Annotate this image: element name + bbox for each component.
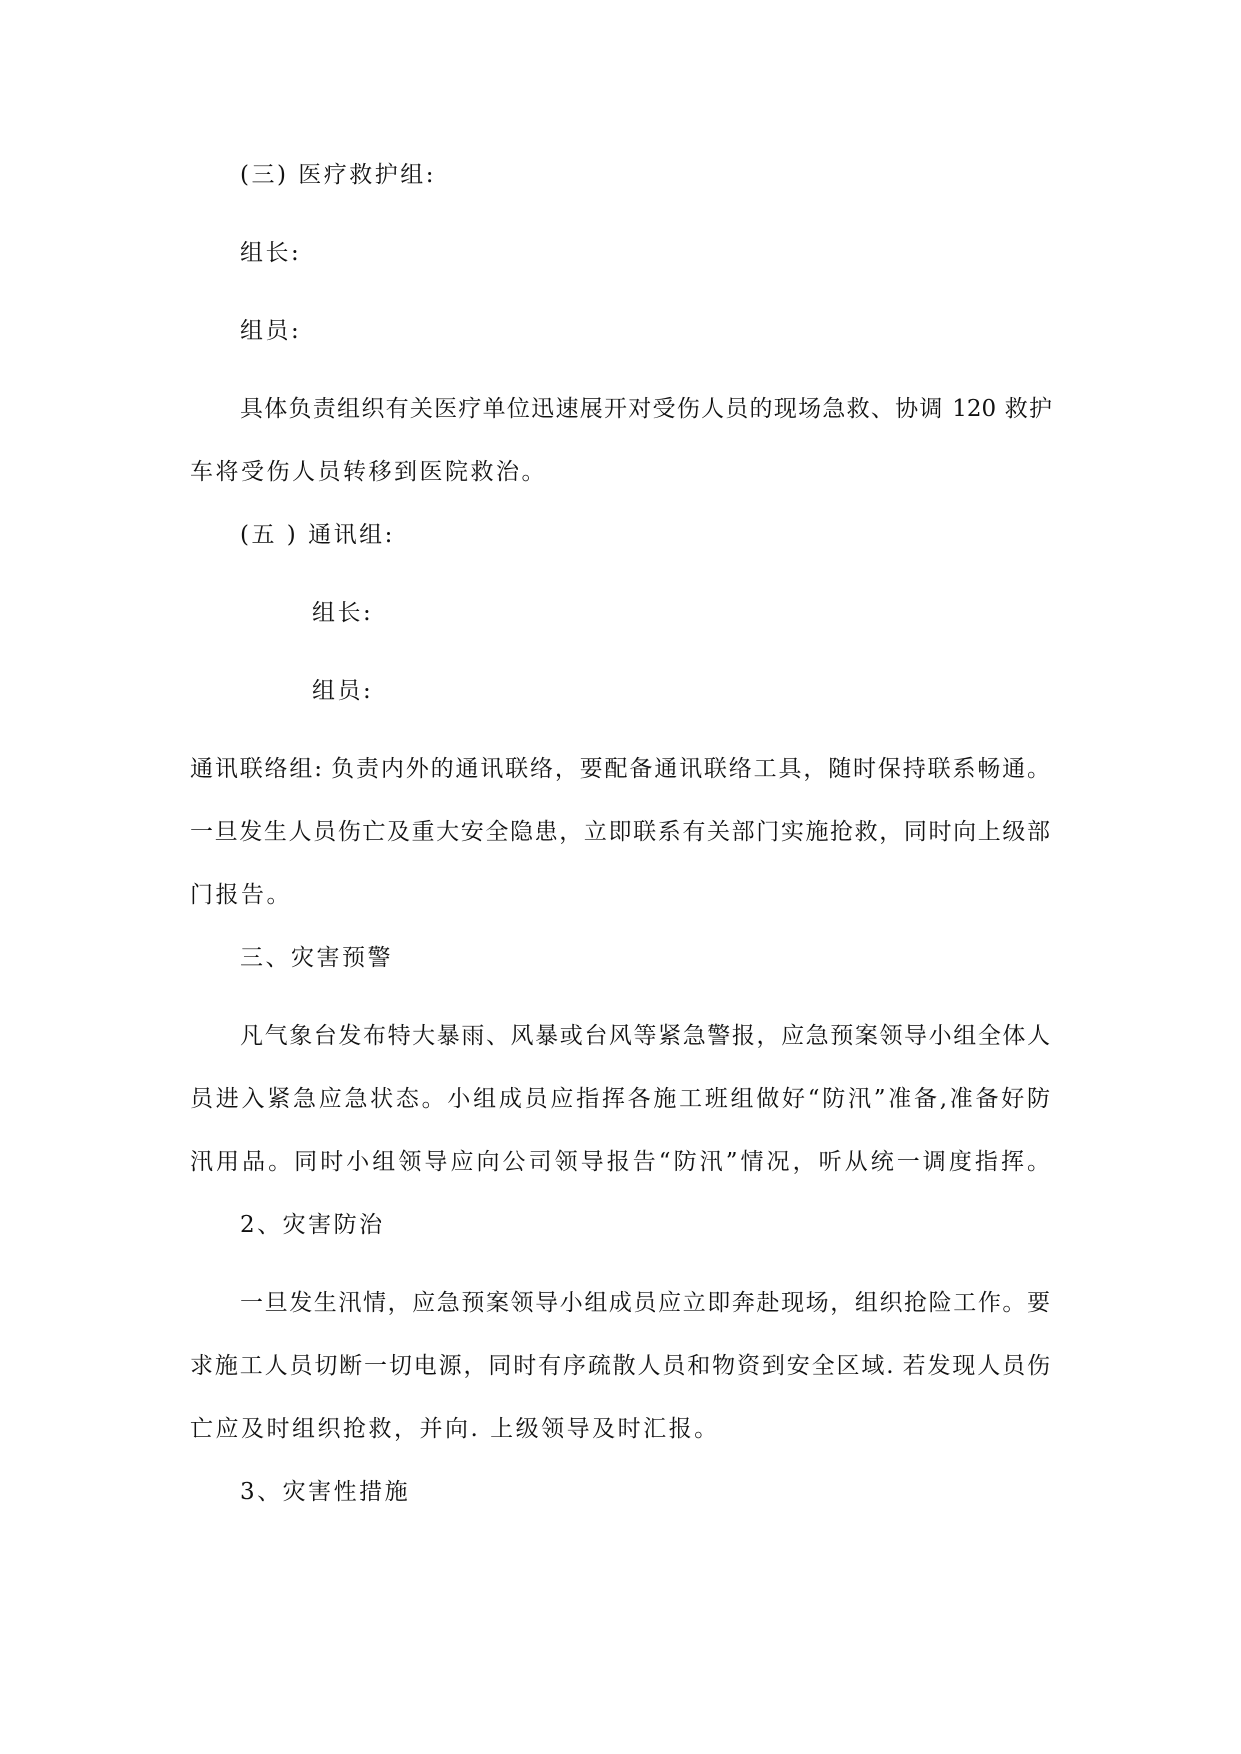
medical-group-heading: (三) 医疗救护组: (240, 162, 437, 188)
disaster-warning-line-3: 汛用品。同时小组领导应向公司领导报告“防汛”情况，听从统一调度指挥。 (190, 1149, 1050, 1175)
comms-leader-label: 组长: (312, 600, 374, 626)
medical-leader-label: 组长: (240, 240, 302, 266)
medical-duty-line-1: 具体负责组织有关医疗单位迅速展开对受伤人员的现场急救、协调 120 救护 (240, 396, 1052, 422)
medical-member-label: 组员: (240, 318, 302, 344)
disaster-warning-heading: 三、灾害预警 (240, 945, 393, 971)
medical-duty-line-2: 车将受伤人员转移到医院救治。 (190, 459, 547, 485)
disaster-warning-line-1: 凡气象台发布特大暴雨、风暴或台风等紧急警报，应急预案领导小组全体人 (240, 1023, 1050, 1049)
disaster-prevention-line-2: 求施工人员切断一切电源，同时有序疏散人员和物资到安全区域. 若发现人员伤 (190, 1353, 1050, 1379)
comms-group-heading: (五 ) 通讯组: (240, 522, 395, 548)
comms-duty-line-1: 通讯联络组: 负责内外的通讯联络，要配备通讯联络工具，随时保持联系畅通。 (190, 756, 1050, 782)
disaster-prevention-line-3: 亡应及时组织抢救，并向. 上级领导及时汇报。 (190, 1416, 720, 1442)
comms-member-label: 组员: (312, 678, 374, 704)
disaster-measures-heading: 3、灾害性措施 (240, 1479, 411, 1505)
comms-duty-line-2: 一旦发生人员伤亡及重大安全隐患，立即联系有关部门实施抢救，同时向上级部 (190, 819, 1050, 845)
disaster-prevention-heading: 2、灾害防治 (240, 1212, 385, 1238)
comms-duty-line-3: 门报告。 (190, 882, 292, 908)
disaster-warning-line-2: 员进入紧急应急状态。小组成员应指挥各施工班组做好“防汛”准备,准备好防 (190, 1086, 1050, 1112)
disaster-prevention-line-1: 一旦发生汛情，应急预案领导小组成员应立即奔赴现场，组织抢险工作。要 (240, 1290, 1050, 1316)
